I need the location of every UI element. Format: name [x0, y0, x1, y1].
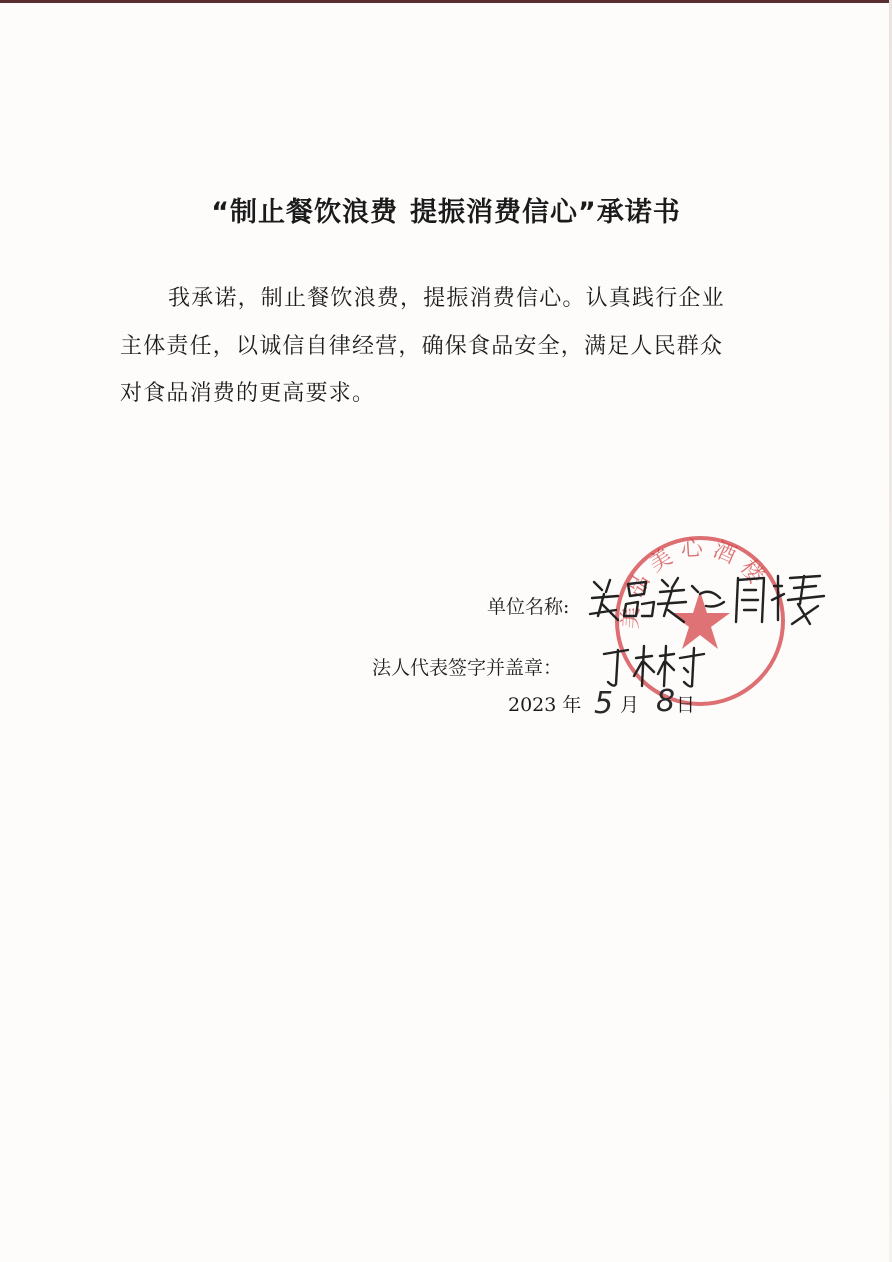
- title-part-1: “制止餐饮浪费: [211, 197, 398, 228]
- date-month-handwritten: 5: [594, 686, 614, 721]
- date-day-unit: 日: [676, 694, 696, 716]
- scan-top-edge: [0, 0, 892, 3]
- date-year: 2023 年: [508, 694, 582, 716]
- paragraph-line-2: 主体责任，以诚信自律经营，确保食品安全，满足人民群众: [120, 334, 724, 359]
- paragraph-line-1: 我承诺，制止餐饮浪费，提振消费信心。认真践行企业: [168, 286, 725, 311]
- date-month-unit: 月: [620, 694, 640, 716]
- legal-rep-signature: [600, 640, 710, 690]
- unit-name-label: 单位名称:: [487, 596, 570, 618]
- title-part-2: 提振消费信心”承诺书: [410, 197, 681, 228]
- unit-name-handwriting: [588, 564, 828, 634]
- seal-text: 美品美心酒楼: [618, 535, 774, 630]
- paragraph-line-3: 对食品消费的更高要求。: [120, 381, 376, 406]
- date-day-handwritten: 8: [656, 684, 676, 719]
- document-title: [0, 190, 892, 229]
- legal-rep-label: 法人代表签字并盖章：: [372, 657, 563, 679]
